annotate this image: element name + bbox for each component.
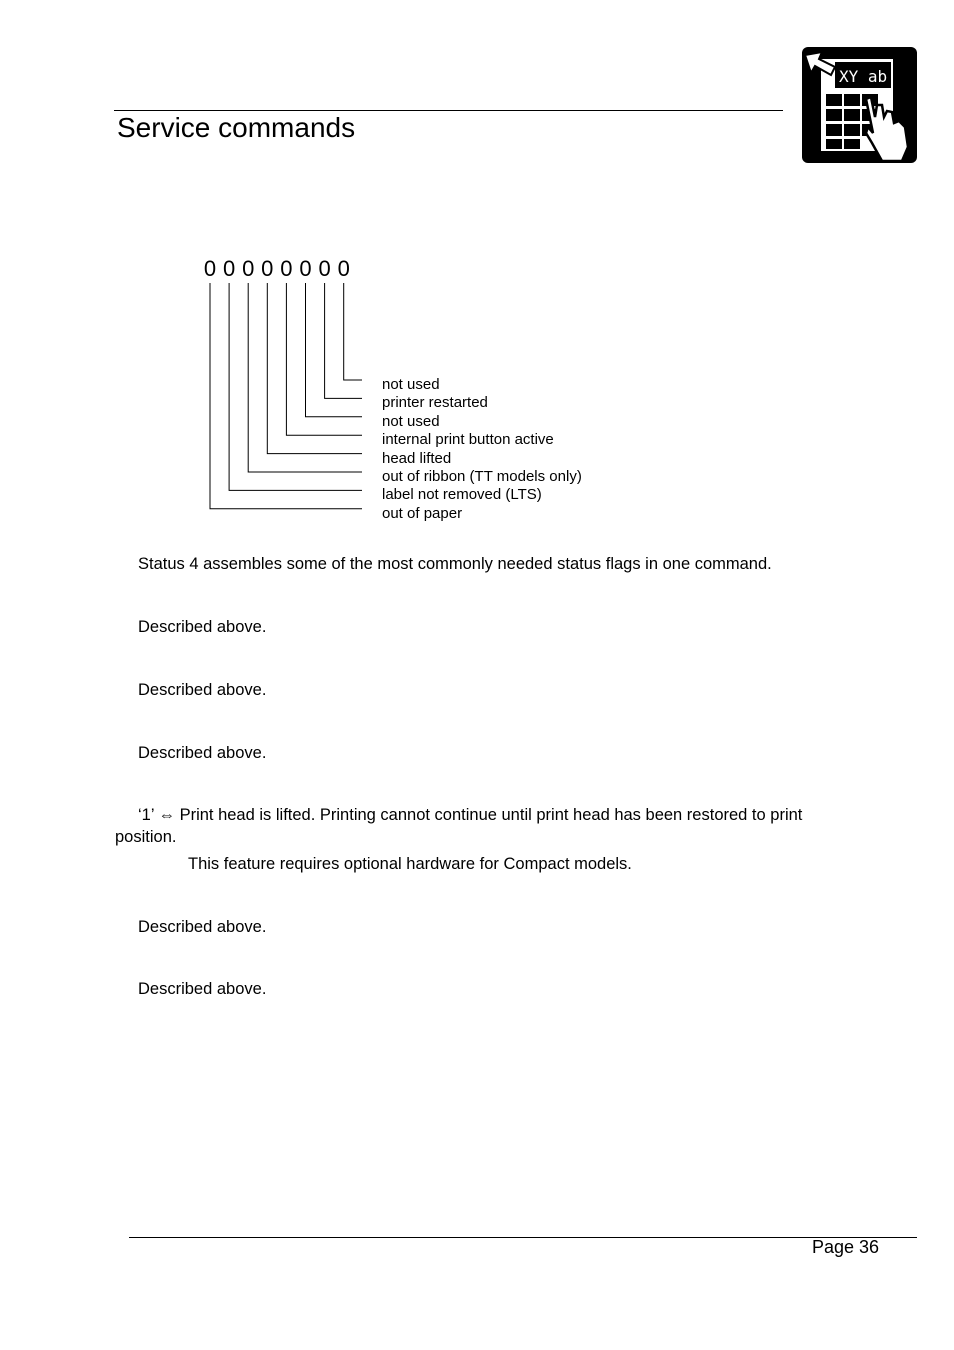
bit-label: head lifted bbox=[382, 449, 452, 467]
bit-digit: 0 bbox=[299, 256, 312, 281]
bit-label: label not removed (LTS) bbox=[382, 486, 542, 504]
bit-digit: 0 bbox=[280, 256, 293, 281]
logo-text: XY ab bbox=[839, 67, 888, 86]
bit-connector-line bbox=[248, 283, 362, 472]
bit-label: out of paper bbox=[382, 504, 463, 522]
bit-label: printer restarted bbox=[382, 394, 488, 412]
bit-digit: 0 bbox=[203, 256, 217, 281]
calculator-logo-icon bbox=[802, 47, 917, 163]
bit-connector-line bbox=[344, 283, 362, 380]
head-lifted-paragraph-line1: ‘1’ ⇔ Print head is lifted. Printing cannot continue until print head has been restored to print bbox=[138, 806, 803, 824]
bit-label: internal print button active bbox=[382, 431, 554, 449]
bit-connector-line bbox=[229, 283, 362, 490]
bit-connector-line bbox=[286, 283, 362, 435]
bit-label: not used bbox=[382, 412, 440, 430]
bit-connector-line bbox=[267, 283, 362, 454]
intro-paragraph: Status 4 assembles some of the most commonly needed status flags in one command. bbox=[138, 555, 772, 573]
hardware-note: This feature requires optional hardware for Compact models. bbox=[188, 855, 632, 873]
description-text: Described above. bbox=[138, 681, 267, 699]
page-number: Page 36 bbox=[812, 1237, 880, 1257]
bit-label: not used bbox=[382, 376, 440, 393]
description-text: Described above. bbox=[138, 918, 267, 936]
bit-digit: 0 bbox=[242, 256, 255, 281]
bit-digit: 0 bbox=[261, 256, 274, 281]
head-lifted-paragraph-line2: position. bbox=[115, 828, 177, 846]
bit-label: out of ribbon (TT models only) bbox=[382, 468, 582, 485]
footer-rule bbox=[129, 1237, 917, 1238]
bit-connector-line bbox=[306, 283, 363, 417]
page-title: Service commands bbox=[117, 112, 356, 143]
bit-connector-line bbox=[325, 283, 362, 398]
description-text: Described above. bbox=[138, 744, 267, 762]
description-text: Described above. bbox=[138, 980, 267, 998]
bit-connector-line bbox=[210, 283, 362, 509]
bit-digit: 0 bbox=[337, 256, 350, 281]
bit-digit: 0 bbox=[318, 256, 331, 281]
bit-digit: 0 bbox=[222, 256, 236, 281]
description-text: Described above. bbox=[138, 618, 267, 636]
